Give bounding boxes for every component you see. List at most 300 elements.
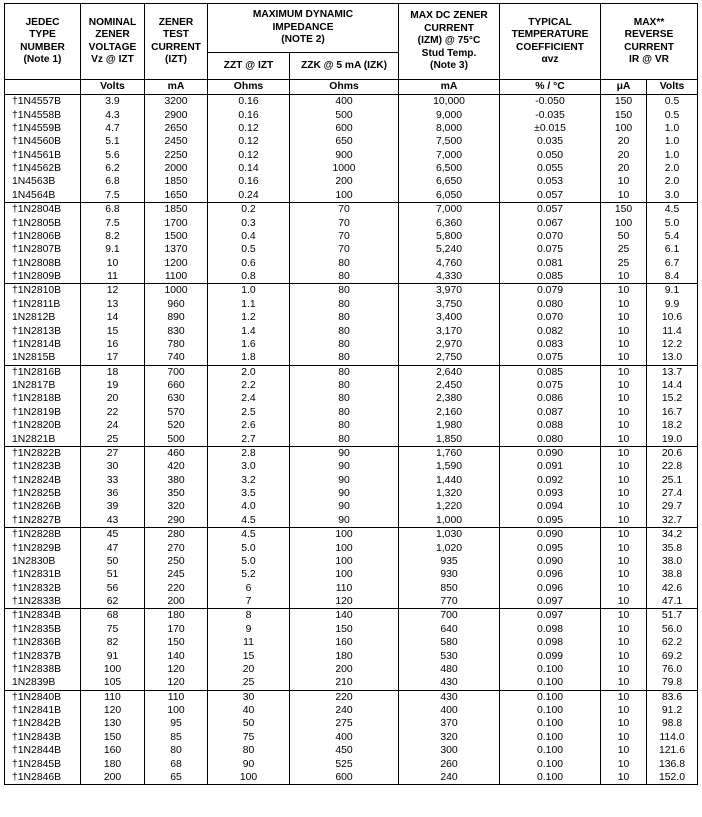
part-number-cell: †1N2814B xyxy=(5,338,81,351)
value-cell: 20 xyxy=(208,663,290,676)
value-cell: 220 xyxy=(290,690,399,704)
part-number-cell: 1N2830B xyxy=(5,555,81,568)
value-cell: 420 xyxy=(145,460,208,473)
header-nominal-voltage: NOMINAL ZENER VOLTAGE Vz @ IZT xyxy=(81,4,145,80)
value-cell: 2,160 xyxy=(399,406,500,419)
value-cell: 29.7 xyxy=(647,500,698,513)
table-row xyxy=(5,446,698,460)
value-cell: 2250 xyxy=(145,149,208,162)
table-row xyxy=(5,582,698,595)
table-row xyxy=(5,392,698,405)
part-number-cell: †1N2806B xyxy=(5,230,81,243)
value-cell: 700 xyxy=(145,365,208,379)
value-cell: 0.055 xyxy=(500,162,601,175)
header-reverse-current: MAX** REVERSE CURRENT IR @ VR xyxy=(601,4,698,80)
value-cell: 10 xyxy=(601,757,647,770)
table-row xyxy=(5,609,698,623)
table-row xyxy=(5,351,698,365)
value-cell: 12.2 xyxy=(647,338,698,351)
value-cell: 100 xyxy=(208,771,290,785)
value-cell: 39 xyxy=(81,500,145,513)
table-row xyxy=(5,500,698,513)
table-row xyxy=(5,270,698,284)
value-cell: 380 xyxy=(145,474,208,487)
value-cell: 2450 xyxy=(145,135,208,148)
value-cell: 0.100 xyxy=(500,717,601,730)
value-cell: 0.081 xyxy=(500,257,601,270)
value-cell: 30 xyxy=(81,460,145,473)
value-cell: 150 xyxy=(145,636,208,649)
value-cell: 56.0 xyxy=(647,623,698,636)
value-cell: 100 xyxy=(601,216,647,229)
value-cell: 4.0 xyxy=(208,500,290,513)
value-cell: 1,220 xyxy=(399,500,500,513)
value-cell: 740 xyxy=(145,351,208,365)
value-cell: 10 xyxy=(601,474,647,487)
part-number-cell: †1N2820B xyxy=(5,419,81,432)
table-row xyxy=(5,162,698,175)
value-cell: 136.8 xyxy=(647,757,698,770)
value-cell: 0.097 xyxy=(500,609,601,623)
value-cell: 280 xyxy=(145,528,208,542)
value-cell: 5.1 xyxy=(81,135,145,148)
part-number-cell: †1N2818B xyxy=(5,392,81,405)
part-number-cell: †1N4561B xyxy=(5,149,81,162)
value-cell: 500 xyxy=(145,432,208,446)
value-cell: 33 xyxy=(81,474,145,487)
value-cell: 3.9 xyxy=(81,95,145,109)
value-cell: 1.8 xyxy=(208,351,290,365)
value-cell: 56 xyxy=(81,582,145,595)
header-test-current: ZENER TEST CURRENT (IZT) xyxy=(145,4,208,80)
part-number-cell: †1N2842B xyxy=(5,717,81,730)
value-cell: 70 xyxy=(290,230,399,243)
table-row xyxy=(5,771,698,785)
value-cell: 120 xyxy=(145,663,208,676)
part-number-cell: †1N2844B xyxy=(5,744,81,757)
value-cell: 150 xyxy=(601,95,647,109)
part-number-cell: 1N2839B xyxy=(5,676,81,690)
value-cell: 152.0 xyxy=(647,771,698,785)
value-cell: 4.5 xyxy=(208,528,290,542)
value-cell: 150 xyxy=(601,108,647,121)
value-cell: 2,380 xyxy=(399,392,500,405)
value-cell: 76.0 xyxy=(647,663,698,676)
table-row xyxy=(5,338,698,351)
value-cell: 10 xyxy=(601,324,647,337)
value-cell: 22 xyxy=(81,406,145,419)
table-row xyxy=(5,189,698,203)
value-cell: 10 xyxy=(601,636,647,649)
value-cell: 65 xyxy=(145,771,208,785)
table-row xyxy=(5,690,698,704)
value-cell: 5,800 xyxy=(399,230,500,243)
value-cell: -0.035 xyxy=(500,108,601,121)
value-cell: 0.5 xyxy=(647,95,698,109)
table-row xyxy=(5,717,698,730)
value-cell: 50 xyxy=(208,717,290,730)
table-row xyxy=(5,514,698,528)
part-number-cell: 1N2817B xyxy=(5,379,81,392)
value-cell: 10 xyxy=(601,568,647,581)
part-number-cell: †1N2841B xyxy=(5,704,81,717)
value-cell: 4.3 xyxy=(81,108,145,121)
value-cell: 1000 xyxy=(145,284,208,298)
value-cell: 100 xyxy=(601,122,647,135)
value-cell: 770 xyxy=(399,595,500,609)
value-cell: 0.057 xyxy=(500,203,601,217)
value-cell: 51.7 xyxy=(647,609,698,623)
value-cell: 20.6 xyxy=(647,446,698,460)
value-cell: 460 xyxy=(145,446,208,460)
value-cell: 1,320 xyxy=(399,487,500,500)
part-number-cell: †1N2835B xyxy=(5,623,81,636)
value-cell: 200 xyxy=(81,771,145,785)
value-cell: 0.16 xyxy=(208,95,290,109)
value-cell: 25 xyxy=(601,257,647,270)
value-cell: 100 xyxy=(290,555,399,568)
value-cell: 0.057 xyxy=(500,189,601,203)
table-row xyxy=(5,311,698,324)
unit-cell: Ohms xyxy=(208,80,290,95)
value-cell: 10 xyxy=(601,744,647,757)
value-cell: 0.082 xyxy=(500,324,601,337)
value-cell: 105 xyxy=(81,676,145,690)
value-cell: 8.2 xyxy=(81,230,145,243)
table-row xyxy=(5,568,698,581)
units-row xyxy=(5,80,698,95)
value-cell: 15 xyxy=(208,649,290,662)
table-row xyxy=(5,406,698,419)
value-cell: 14.4 xyxy=(647,379,698,392)
table-row xyxy=(5,419,698,432)
value-cell: 7,000 xyxy=(399,149,500,162)
value-cell: 9,000 xyxy=(399,108,500,121)
header-zzt: ZZT @ IZT xyxy=(208,53,290,80)
value-cell: 0.097 xyxy=(500,595,601,609)
value-cell: 0.098 xyxy=(500,636,601,649)
value-cell: 10 xyxy=(601,419,647,432)
value-cell: 2.0 xyxy=(647,162,698,175)
part-number-cell: 1N2821B xyxy=(5,432,81,446)
value-cell: 10 xyxy=(601,704,647,717)
table-row xyxy=(5,432,698,446)
value-cell: 80 xyxy=(208,744,290,757)
value-cell: 3,400 xyxy=(399,311,500,324)
value-cell: 9.1 xyxy=(81,243,145,256)
value-cell: 10.6 xyxy=(647,311,698,324)
unit-cell: Volts xyxy=(81,80,145,95)
value-cell: 10 xyxy=(601,690,647,704)
part-number-cell: †1N2832B xyxy=(5,582,81,595)
table-row xyxy=(5,203,698,217)
part-number-cell: †1N2837B xyxy=(5,649,81,662)
value-cell: 10 xyxy=(601,623,647,636)
value-cell: 98.8 xyxy=(647,717,698,730)
value-cell: 7,000 xyxy=(399,203,500,217)
value-cell: 34.2 xyxy=(647,528,698,542)
value-cell: 25 xyxy=(208,676,290,690)
value-cell: 0.14 xyxy=(208,162,290,175)
value-cell: 3,750 xyxy=(399,298,500,311)
value-cell: 100 xyxy=(290,568,399,581)
value-cell: 0.086 xyxy=(500,392,601,405)
value-cell: 890 xyxy=(145,311,208,324)
value-cell: 580 xyxy=(399,636,500,649)
value-cell: 0.090 xyxy=(500,446,601,460)
value-cell: 100 xyxy=(81,663,145,676)
value-cell: 930 xyxy=(399,568,500,581)
value-cell: 8,000 xyxy=(399,122,500,135)
part-number-cell: 1N2815B xyxy=(5,351,81,365)
value-cell: 25 xyxy=(601,243,647,256)
value-cell: 0.090 xyxy=(500,555,601,568)
part-number-cell: †1N2823B xyxy=(5,460,81,473)
unit-cell: Ohms xyxy=(290,80,399,95)
value-cell: 0.085 xyxy=(500,365,601,379)
value-cell: 2.2 xyxy=(208,379,290,392)
value-cell: 500 xyxy=(290,108,399,121)
value-cell: 6,500 xyxy=(399,162,500,175)
value-cell: 0.098 xyxy=(500,623,601,636)
value-cell: 520 xyxy=(145,419,208,432)
value-cell: 100 xyxy=(290,189,399,203)
header-zzk: ZZK @ 5 mA (IZK) xyxy=(290,53,399,80)
value-cell: 6.2 xyxy=(81,162,145,175)
value-cell: 430 xyxy=(399,690,500,704)
part-number-cell: †1N2829B xyxy=(5,541,81,554)
value-cell: 80 xyxy=(290,284,399,298)
value-cell: 32.7 xyxy=(647,514,698,528)
value-cell: 90 xyxy=(290,474,399,487)
table-row xyxy=(5,95,698,109)
table-row xyxy=(5,704,698,717)
value-cell: 83.6 xyxy=(647,690,698,704)
value-cell: 0.6 xyxy=(208,257,290,270)
value-cell: 370 xyxy=(399,717,500,730)
value-cell: 0.083 xyxy=(500,338,601,351)
value-cell: 75 xyxy=(81,623,145,636)
value-cell: 160 xyxy=(81,744,145,757)
value-cell: 18.2 xyxy=(647,419,698,432)
value-cell: 0.100 xyxy=(500,676,601,690)
table-row xyxy=(5,365,698,379)
value-cell: 1850 xyxy=(145,203,208,217)
value-cell: 80 xyxy=(290,432,399,446)
value-cell: 43 xyxy=(81,514,145,528)
value-cell: 12 xyxy=(81,284,145,298)
value-cell: 10 xyxy=(601,487,647,500)
value-cell: 245 xyxy=(145,568,208,581)
value-cell: 850 xyxy=(399,582,500,595)
table-row xyxy=(5,324,698,337)
value-cell: 0.094 xyxy=(500,500,601,513)
value-cell: 8.4 xyxy=(647,270,698,284)
value-cell: 0.093 xyxy=(500,487,601,500)
value-cell: 90 xyxy=(290,500,399,513)
value-cell: 8 xyxy=(208,609,290,623)
value-cell: 80 xyxy=(290,298,399,311)
value-cell: 1200 xyxy=(145,257,208,270)
value-cell: 5.0 xyxy=(208,541,290,554)
header-max-dc-current: MAX DC ZENER CURRENT (IZM) @ 75°C Stud Temp. (Note 3) xyxy=(399,4,500,80)
value-cell: 250 xyxy=(145,555,208,568)
value-cell: 68 xyxy=(81,609,145,623)
value-cell: 75 xyxy=(208,731,290,744)
value-cell: ±0.015 xyxy=(500,122,601,135)
value-cell: 2.0 xyxy=(208,365,290,379)
unit-cell: μA xyxy=(601,80,647,95)
value-cell: 1,440 xyxy=(399,474,500,487)
value-cell: 62 xyxy=(81,595,145,609)
value-cell: 10 xyxy=(601,609,647,623)
part-number-cell: †1N4558B xyxy=(5,108,81,121)
value-cell: 20 xyxy=(601,162,647,175)
value-cell: 1.6 xyxy=(208,338,290,351)
value-cell: 150 xyxy=(601,203,647,217)
value-cell: 100 xyxy=(145,704,208,717)
part-number-cell: †1N2813B xyxy=(5,324,81,337)
value-cell: 0.100 xyxy=(500,731,601,744)
value-cell: 10 xyxy=(601,582,647,595)
value-cell: 0.100 xyxy=(500,744,601,757)
value-cell: 80 xyxy=(290,365,399,379)
value-cell: 2,450 xyxy=(399,379,500,392)
value-cell: -0.050 xyxy=(500,95,601,109)
part-number-cell: †1N2809B xyxy=(5,270,81,284)
unit-cell: Volts xyxy=(647,80,698,95)
value-cell: 180 xyxy=(81,757,145,770)
table-row xyxy=(5,122,698,135)
table-row xyxy=(5,243,698,256)
value-cell: 6.1 xyxy=(647,243,698,256)
table-header xyxy=(5,4,698,95)
value-cell: 10 xyxy=(601,284,647,298)
table-body xyxy=(5,95,698,785)
value-cell: 0.080 xyxy=(500,298,601,311)
value-cell: 120 xyxy=(145,676,208,690)
value-cell: 11.4 xyxy=(647,324,698,337)
value-cell: 2.8 xyxy=(208,446,290,460)
value-cell: 2.5 xyxy=(208,406,290,419)
value-cell: 10 xyxy=(601,270,647,284)
value-cell: 1.0 xyxy=(647,122,698,135)
value-cell: 10 xyxy=(601,446,647,460)
table-row xyxy=(5,731,698,744)
value-cell: 4.7 xyxy=(81,122,145,135)
value-cell: 10 xyxy=(601,541,647,554)
value-cell: 10 xyxy=(601,595,647,609)
value-cell: 0.8 xyxy=(208,270,290,284)
part-number-cell: †1N4560B xyxy=(5,135,81,148)
value-cell: 0.090 xyxy=(500,528,601,542)
value-cell: 13.0 xyxy=(647,351,698,365)
value-cell: 9.1 xyxy=(647,284,698,298)
value-cell: 121.6 xyxy=(647,744,698,757)
header-jedec-type: JEDEC TYPE NUMBER (Note 1) xyxy=(5,4,81,80)
value-cell: 0.067 xyxy=(500,216,601,229)
value-cell: 2.0 xyxy=(647,175,698,188)
value-cell: 70 xyxy=(290,203,399,217)
value-cell: 1.0 xyxy=(647,149,698,162)
value-cell: 10 xyxy=(601,175,647,188)
value-cell: 4.5 xyxy=(647,203,698,217)
value-cell: 80 xyxy=(290,311,399,324)
value-cell: 18 xyxy=(81,365,145,379)
value-cell: 69.2 xyxy=(647,649,698,662)
value-cell: 91.2 xyxy=(647,704,698,717)
value-cell: 200 xyxy=(290,175,399,188)
value-cell: 0.053 xyxy=(500,175,601,188)
value-cell: 1.0 xyxy=(208,284,290,298)
part-number-cell: †1N2827B xyxy=(5,514,81,528)
value-cell: 1500 xyxy=(145,230,208,243)
part-number-cell: †1N2825B xyxy=(5,487,81,500)
value-cell: 0.079 xyxy=(500,284,601,298)
value-cell: 7 xyxy=(208,595,290,609)
value-cell: 27 xyxy=(81,446,145,460)
table-row xyxy=(5,460,698,473)
part-number-cell: †1N4557B xyxy=(5,95,81,109)
value-cell: 480 xyxy=(399,663,500,676)
value-cell: 220 xyxy=(145,582,208,595)
value-cell: 90 xyxy=(290,514,399,528)
value-cell: 0.12 xyxy=(208,135,290,148)
table-row xyxy=(5,135,698,148)
value-cell: 240 xyxy=(290,704,399,717)
part-number-cell: †1N2833B xyxy=(5,595,81,609)
unit-cell xyxy=(5,80,81,95)
value-cell: 0.070 xyxy=(500,311,601,324)
value-cell: 16.7 xyxy=(647,406,698,419)
value-cell: 180 xyxy=(145,609,208,623)
value-cell: 10 xyxy=(601,500,647,513)
value-cell: 40 xyxy=(208,704,290,717)
value-cell: 80 xyxy=(145,744,208,757)
value-cell: 10 xyxy=(601,514,647,528)
value-cell: 10 xyxy=(601,432,647,446)
value-cell: 85 xyxy=(145,731,208,744)
value-cell: 35.8 xyxy=(647,541,698,554)
header-dynamic-impedance: MAXIMUM DYNAMIC IMPEDANCE (NOTE 2) xyxy=(208,4,399,53)
value-cell: 0.092 xyxy=(500,474,601,487)
value-cell: 0.100 xyxy=(500,704,601,717)
table-row xyxy=(5,636,698,649)
value-cell: 130 xyxy=(81,717,145,730)
value-cell: 10 xyxy=(601,663,647,676)
value-cell: 120 xyxy=(81,704,145,717)
value-cell: 70 xyxy=(290,216,399,229)
value-cell: 1,000 xyxy=(399,514,500,528)
value-cell: 0.070 xyxy=(500,230,601,243)
value-cell: 50 xyxy=(601,230,647,243)
value-cell: 0.100 xyxy=(500,771,601,785)
value-cell: 2.6 xyxy=(208,419,290,432)
value-cell: 80 xyxy=(290,257,399,270)
part-number-cell: †1N2836B xyxy=(5,636,81,649)
value-cell: 960 xyxy=(145,298,208,311)
value-cell: 80 xyxy=(290,392,399,405)
table-row xyxy=(5,474,698,487)
value-cell: 140 xyxy=(145,649,208,662)
value-cell: 114.0 xyxy=(647,731,698,744)
value-cell: 700 xyxy=(399,609,500,623)
value-cell: 110 xyxy=(290,582,399,595)
value-cell: 6.8 xyxy=(81,203,145,217)
value-cell: 4,760 xyxy=(399,257,500,270)
part-number-cell: †1N2843B xyxy=(5,731,81,744)
value-cell: 5.2 xyxy=(208,568,290,581)
